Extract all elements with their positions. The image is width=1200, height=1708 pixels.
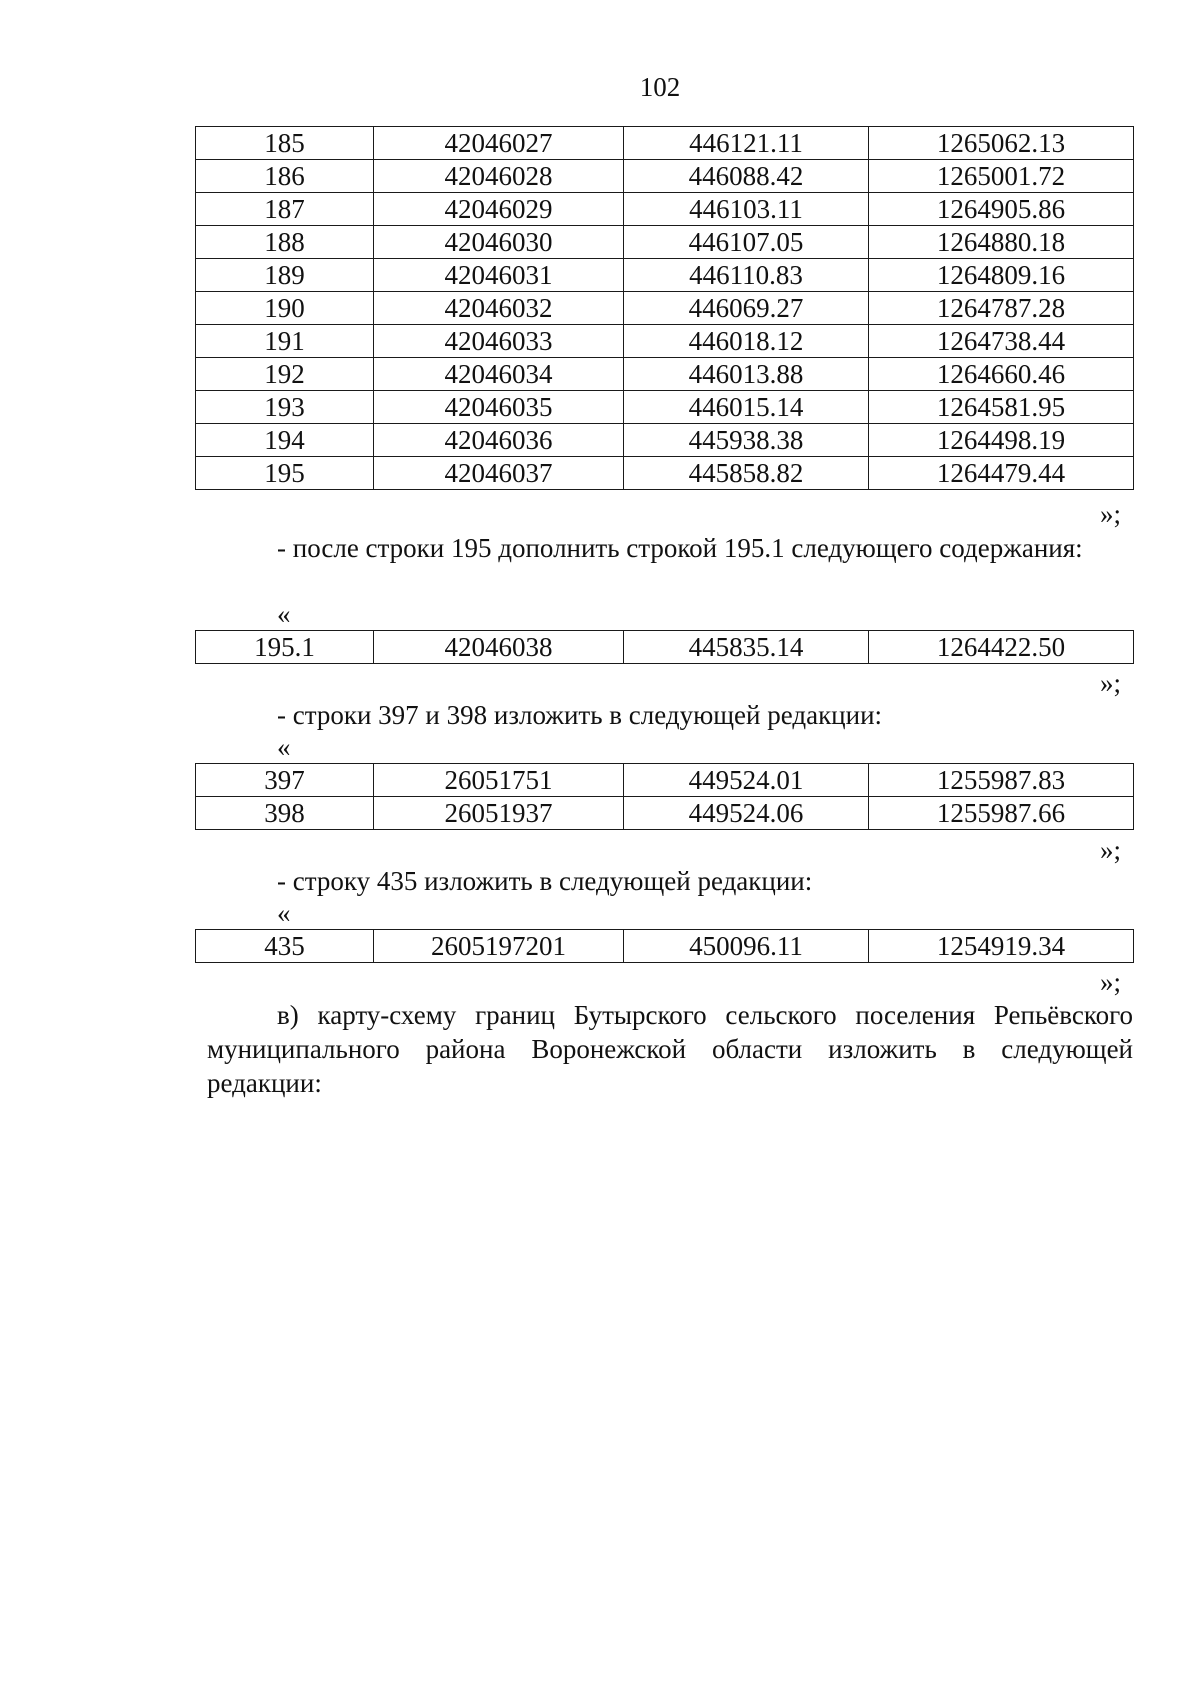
coord-y: 1264581.95 [869, 391, 1134, 424]
closing-quote: »; [1100, 668, 1122, 698]
point-code: 42046036 [374, 424, 624, 457]
coordinates-table-main [195, 126, 1134, 490]
coord-y: 1264498.19 [869, 424, 1134, 457]
coordinates-table-edit [195, 763, 1134, 830]
closing-quote: »; [1100, 967, 1122, 997]
point-number: 193 [196, 391, 374, 424]
point-number: 189 [196, 259, 374, 292]
table-row [196, 797, 1134, 830]
coord-x: 446015.14 [624, 391, 869, 424]
point-number: 186 [196, 160, 374, 193]
coord-x: 445938.38 [624, 424, 869, 457]
table-row [196, 391, 1134, 424]
coord-y: 1264905.86 [869, 193, 1134, 226]
page-number: 102 [639, 72, 681, 102]
closing-quote: »; [1100, 835, 1122, 865]
table-row [196, 358, 1134, 391]
opening-quote: « [277, 898, 291, 928]
coord-y: 1255987.66 [869, 797, 1134, 830]
coord-y: 1264809.16 [869, 259, 1134, 292]
point-code: 42046034 [374, 358, 624, 391]
coord-y: 1264880.18 [869, 226, 1134, 259]
point-number: 187 [196, 193, 374, 226]
point-number: 194 [196, 424, 374, 457]
point-number: 190 [196, 292, 374, 325]
point-number: 191 [196, 325, 374, 358]
coord-x: 446107.05 [624, 226, 869, 259]
table-row [196, 764, 1134, 797]
coord-x: 446103.11 [624, 193, 869, 226]
point-code: 42046030 [374, 226, 624, 259]
point-code: 42046037 [374, 457, 624, 490]
coord-y: 1254919.34 [869, 930, 1134, 963]
coord-x: 450096.11 [624, 930, 869, 963]
point-code: 42046031 [374, 259, 624, 292]
coord-y: 1264422.50 [869, 631, 1134, 664]
table-row [196, 325, 1134, 358]
point-code: 42046033 [374, 325, 624, 358]
coordinates-table-edit-435 [195, 929, 1134, 963]
point-number: 398 [196, 797, 374, 830]
coord-x: 446121.11 [624, 127, 869, 160]
point-code: 26051751 [374, 764, 624, 797]
instruction-text: - строки 397 и 398 изложить в следующей редакции: [277, 700, 883, 730]
table-row [196, 292, 1134, 325]
instruction-text: - после строки 195 дополнить строкой 195.1 следующего содержания: [277, 533, 1083, 563]
closing-quote: »; [1100, 499, 1122, 529]
coord-x: 446069.27 [624, 292, 869, 325]
coord-x: 446018.12 [624, 325, 869, 358]
point-code: 42046038 [374, 631, 624, 664]
coord-x: 446110.83 [624, 259, 869, 292]
coord-y: 1264738.44 [869, 325, 1134, 358]
point-number: 435 [196, 930, 374, 963]
table-row [196, 127, 1134, 160]
table-row [196, 193, 1134, 226]
coord-y: 1264660.46 [869, 358, 1134, 391]
point-code: 42046028 [374, 160, 624, 193]
table-row [196, 424, 1134, 457]
coord-x: 446013.88 [624, 358, 869, 391]
point-number: 195.1 [196, 631, 374, 664]
coord-y: 1265001.72 [869, 160, 1134, 193]
coord-y: 1265062.13 [869, 127, 1134, 160]
point-number: 188 [196, 226, 374, 259]
point-code: 42046035 [374, 391, 624, 424]
table-row [196, 259, 1134, 292]
point-code: 42046032 [374, 292, 624, 325]
coordinates-table-insert [195, 630, 1134, 664]
table-row [196, 226, 1134, 259]
point-code: 2605197201 [374, 930, 624, 963]
opening-quote: « [277, 732, 291, 762]
coord-x: 445835.14 [624, 631, 869, 664]
coord-y: 1264787.28 [869, 292, 1134, 325]
table-row [196, 160, 1134, 193]
instruction-text: - строку 435 изложить в следующей редакции: [277, 866, 813, 896]
final-paragraph: в) карту-схему границ Бутырского сельского поселения Репьёвского муниципального района Воронежской области изложить в следующей редакции: [207, 1000, 1133, 1098]
coord-y: 1264479.44 [869, 457, 1134, 490]
coord-x: 449524.01 [624, 764, 869, 797]
opening-quote: « [277, 599, 291, 629]
table-row [196, 457, 1134, 490]
coord-y: 1255987.83 [869, 764, 1134, 797]
point-code: 26051937 [374, 797, 624, 830]
coord-x: 446088.42 [624, 160, 869, 193]
coord-x: 445858.82 [624, 457, 869, 490]
point-code: 42046029 [374, 193, 624, 226]
point-number: 192 [196, 358, 374, 391]
point-number: 185 [196, 127, 374, 160]
point-number: 397 [196, 764, 374, 797]
coord-x: 449524.06 [624, 797, 869, 830]
table-row [196, 631, 1134, 664]
table-row [196, 930, 1134, 963]
point-code: 42046027 [374, 127, 624, 160]
point-number: 195 [196, 457, 374, 490]
